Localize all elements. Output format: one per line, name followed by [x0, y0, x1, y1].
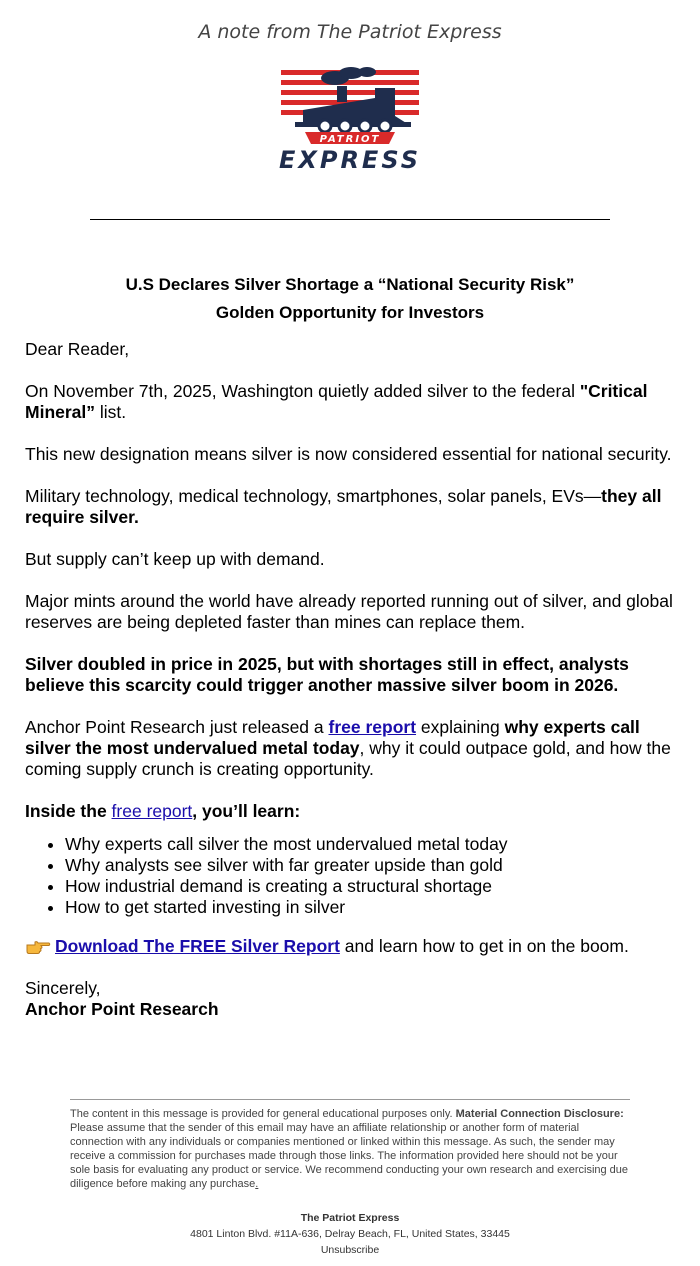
- p7-a: Anchor Point Research just released a: [25, 717, 329, 737]
- list-item: • How to get started investing in silver: [65, 897, 675, 918]
- p3-text: Military technology, medical technology, smartphones, solar panels, EVs—: [25, 486, 602, 506]
- footer: [0, 1210, 700, 1258]
- free-report-link-2[interactable]: free report: [111, 801, 193, 821]
- logo-main-text: EXPRESS: [278, 146, 422, 172]
- disclaimer: [70, 1107, 630, 1191]
- signoff-text: Sincerely,: [25, 978, 101, 998]
- header-note: A note from The Patriot Express: [198, 21, 502, 43]
- disclaimer-intro: The content in this message is provided for general educational purposes only.: [70, 1108, 456, 1120]
- list-item: • How industrial demand is creating a structural shortage: [65, 876, 675, 897]
- p7-b: explaining: [416, 717, 505, 737]
- footer-address: 4801 Linton Blvd. #11A-636, Delray Beach, FL, United States, 33445: [190, 1228, 510, 1240]
- headline-line-1: U.S Declares Silver Shortage a “National Security Risk”: [125, 275, 575, 294]
- list-item: • Why experts call silver the most undervalued metal today: [65, 834, 675, 855]
- inside-a: Inside the: [25, 801, 112, 821]
- paragraph-supply: But supply can’t keep up with demand.: [25, 549, 325, 569]
- p3-bold: they all require silver.: [25, 486, 662, 527]
- greeting: Dear Reader,: [25, 339, 130, 359]
- unsubscribe-link[interactable]: Unsubscribe: [320, 1244, 380, 1256]
- p7-bold: why experts call silver the most undervalued metal today: [25, 717, 640, 758]
- signature: Anchor Point Research: [25, 999, 219, 1019]
- p1-end: list.: [95, 402, 127, 422]
- footer-company: The Patriot Express: [300, 1212, 400, 1224]
- cta-rest: and learn how to get in on the boom.: [339, 936, 629, 956]
- inside-b: , you’ll learn:: [192, 801, 301, 821]
- footer-divider: [70, 1099, 630, 1100]
- paragraph-critical-mineral: [25, 381, 675, 423]
- p1-bold: "Critical Mineral”: [25, 381, 648, 422]
- p1-text: On November 7th, 2025, Washington quietly added silver to the federal: [25, 381, 580, 401]
- logo-top-text: PATRIOT: [319, 134, 381, 145]
- paragraph-inside: [25, 801, 675, 822]
- header-divider: [90, 219, 610, 220]
- signoff: [25, 978, 675, 1020]
- list-item: • Why analysts see silver with far greater upside than gold: [65, 855, 675, 876]
- pointing-hand-icon: [25, 938, 51, 954]
- paragraph-designation: This new designation means silver is now considered essential for national security.: [25, 444, 672, 464]
- p7-c: , why it could outpace gold, and how the coming supply crunch is creating opportunity.: [25, 738, 671, 779]
- free-report-link[interactable]: free report: [328, 717, 417, 737]
- disclaimer-rest: Please assume that the sender of this email may have an affiliate relationship or another form of material connection with any individuals or companies mentioned or linked within this message. As such, the sender may receive a commission for purchases made through those links. The information provided here should not be your sole basis for evaluating any product or service. We recommend conducting your own research and exercising due diligence before making any purchase: [70, 1122, 629, 1190]
- paragraph-mints: Major mints around the world have already reported running out of silver, and global reserves are being depleted faster than mines can replace them.: [25, 591, 673, 632]
- headline-line-2: Golden Opportunity for Investors: [215, 303, 485, 322]
- learn-list: [65, 834, 675, 918]
- headline: [0, 271, 700, 327]
- paragraph-cta: [25, 936, 675, 957]
- disclaimer-end: .: [255, 1178, 259, 1190]
- paragraph-uses: [25, 486, 675, 528]
- download-report-link[interactable]: Download The FREE Silver Report: [55, 936, 340, 956]
- letter-body: [25, 339, 675, 1020]
- paragraph-report: [25, 717, 675, 780]
- paragraph-price: [25, 654, 675, 696]
- patriot-express-logo: [275, 64, 425, 172]
- disclaimer-bold: Material Connection Disclosure:: [455, 1108, 624, 1120]
- p6-bold: Silver doubled in price in 2025, but with shortages still in effect, analysts believe this scarcity could trigger another massive silver boom in 2026.: [25, 654, 629, 695]
